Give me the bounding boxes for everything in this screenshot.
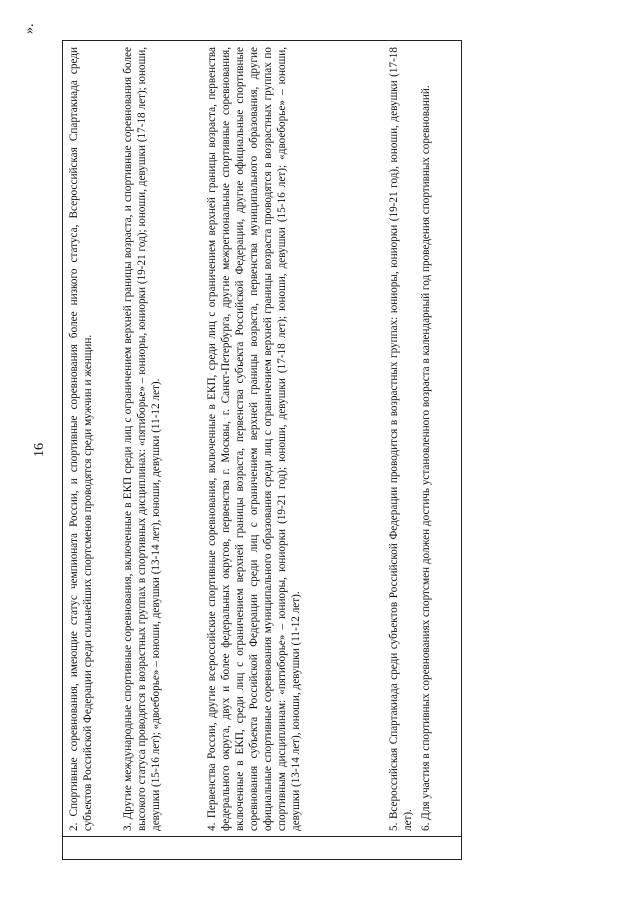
item-2-text: 2. Спортивные соревнования, имеющие статус чемпионата России, и спортивные соревнования более низкого статуса, Всероссийская Спартакиада среди субъектов Российской Федерации среди сильнейших спортсменов проводятся среди мужчин и женщин. [68,47,94,831]
table-row-item-5 [387,47,415,831]
item-6-text: 6. Для участия в спортивных соревнованиях спортсмен должен достичь установленного возраста в календарный год проведения спортивных соревнований. [420,85,432,831]
item-5-text: 5. Всероссийская Спартакиада среди субъектов Российской Федерации проводится в возрастных группах: юниоры, юниорки (19-21 год), юноши, девушки (17-18 лет). [388,47,414,831]
table-left-column [63,836,461,859]
item-3-text: 3. Другие международные спортивные соревнования, включенные в ЕКП среди лиц с ограничением верхней границы возраста, и спортивные соревнования более высокого статуса проводятся в возрастных группах в спортивных дисциплинах: «пятиборье» – юниоры, юниорки (19-21 год); юноши, девушки (17-18 лет); юноши, девушки (15-16 лет); «двоеборье» – юноши, девушки (13-14 лет), юноши, девушки (11-12 лет). [122,47,162,831]
table [62,40,462,860]
rotated-content [20,20,472,860]
table-row-item-6 [419,47,433,831]
table-row-item-3 [121,47,163,831]
table-row-item-4 [205,47,303,831]
item-4-text: 4. Первенства России, другие всероссийские спортивные соревнования, включенные в ЕКП, среди лиц с ограничением верхней границы возраста, первенства федерального округа, двух и более федеральных округов, первенства г. Москвы, г. Санкт-Петербурга, другие межрегиональные спортивные соревнования, включенные в ЕКП, среди лиц с ограничением верхней границы возраста, первенства субъекта Российской Федерации, другие официальные спортивные соревнования субъекта Российской Федерации среди лиц с ограничением верхней границы возраста, первенства муниципального образования, другие официальные спортивные соревнования муниципального образования среди лиц с ограничением верхней границы возраста проводятся в возрастных группах по спортивным дисциплинам: «пятиборье» – юниоры, юниорки (19-21 год); юноши, девушки (17-18 лет); юноши, девушки (15-16 лет); «двоеборье» – юноши, девушки (13-14 лет), юноши, девушки (11-12 лет). [206,47,302,831]
page-number: 16 [32,443,47,457]
table-row-item-2 [67,47,95,831]
closing-quote: ». [22,23,37,34]
